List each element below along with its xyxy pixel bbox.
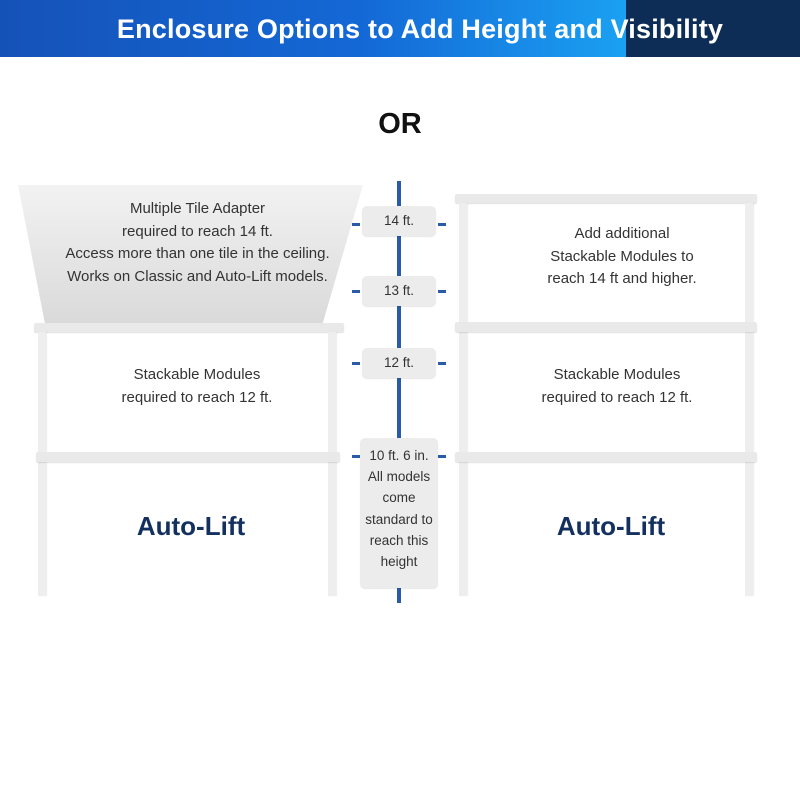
right-additional-line: Stackable Modules to	[550, 247, 694, 265]
tile-adapter-text	[25, 198, 370, 288]
height-mark-12ft: 12 ft.	[362, 348, 436, 378]
tick-12ft-left	[352, 362, 360, 365]
base-line: standard to	[365, 511, 433, 527]
right-rail-middle	[455, 452, 757, 462]
tick-12ft-right	[438, 362, 446, 365]
right-stackable-text	[467, 364, 767, 409]
right-additional-line: Add additional	[574, 225, 670, 242]
left-brand-label: Auto-Lift	[136, 511, 246, 541]
tile-adapter-line: Works on Classic and Auto-Lift models.	[67, 267, 328, 285]
tick-14ft-right	[438, 223, 446, 226]
or-divider-label: OR	[378, 108, 422, 140]
base-line: All models	[367, 469, 431, 485]
left-stackable-text	[47, 364, 347, 409]
base-line: come	[382, 490, 416, 506]
tick-13ft-right	[438, 290, 446, 293]
base-line: reach this	[369, 532, 429, 548]
tick-base-right	[438, 455, 446, 458]
right-rail-upper	[455, 322, 757, 332]
height-mark-base	[360, 438, 438, 588]
tile-adapter-line: Multiple Tile Adapter	[129, 200, 266, 217]
page-title: Enclosure Options to Add Height and Visibility	[116, 14, 724, 44]
tile-adapter-line: Access more than one tile in the ceiling.	[65, 245, 330, 262]
right-additional-line: reach 14 ft and higher.	[547, 270, 697, 287]
left-stackable-line: Stackable Modules	[133, 366, 261, 383]
left-rail-middle	[36, 452, 340, 462]
right-stackable-line: required to reach 12 ft.	[541, 388, 693, 406]
right-brand-label: Auto-Lift	[556, 511, 666, 541]
tick-13ft-left	[352, 290, 360, 293]
tile-adapter-line: required to reach 14 ft.	[122, 222, 273, 240]
height-mark-14ft: 14 ft.	[362, 206, 436, 236]
base-line: height	[380, 554, 418, 570]
right-rail-top	[455, 194, 757, 203]
base-line: 10 ft. 6 in.	[369, 448, 429, 463]
left-rail-top	[34, 323, 344, 332]
right-stackable-line: Stackable Modules	[553, 366, 681, 383]
right-additional-text	[467, 223, 777, 291]
left-stackable-line: required to reach 12 ft.	[121, 388, 273, 406]
tick-14ft-left	[352, 223, 360, 226]
tick-base-left	[352, 455, 360, 458]
left-post-outer	[38, 332, 46, 596]
height-mark-13ft: 13 ft.	[362, 276, 436, 306]
